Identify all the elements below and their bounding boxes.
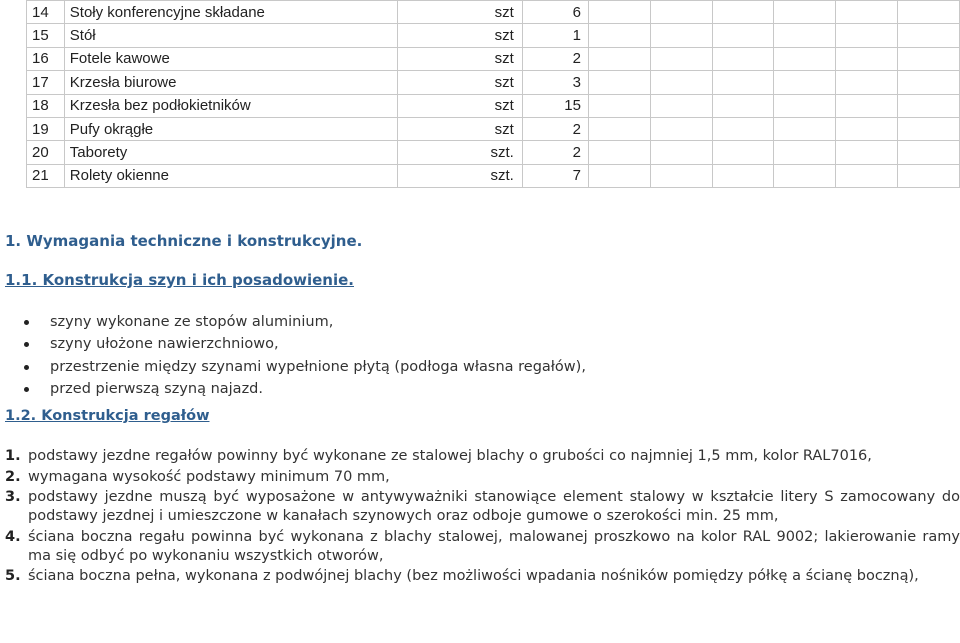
row-number: 17 [27,71,65,94]
item-unit: szt [397,47,522,70]
empty-cell [836,117,898,140]
section-heading-1-2: 1.2. Konstrukcja regałów [5,408,210,424]
row-number: 21 [27,164,65,187]
bullet-icon [24,342,29,347]
table-row [27,71,960,94]
item-quantity: 2 [522,117,588,140]
list-item [5,567,960,586]
item-unit: szt [397,24,522,47]
empty-cell [588,94,650,117]
list-item-text: szyny ułożone nawierzchniowo, [50,336,279,353]
item-quantity: 2 [522,141,588,164]
item-unit: szt [397,1,522,24]
list-item [5,468,960,487]
list-item [24,378,586,400]
item-quantity: 15 [522,94,588,117]
row-number: 18 [27,94,65,117]
empty-cell [836,164,898,187]
row-number: 15 [27,24,65,47]
section-heading-1-1: 1.1. Konstrukcja szyn i ich posadowienie. [5,271,354,289]
empty-cell [774,47,836,70]
list-item-text: przestrzenie między szynami wypełnione płytą (podłoga własna regałów), [50,358,586,375]
item-unit: szt. [397,164,522,187]
row-number: 14 [27,1,65,24]
item-name: Krzesła bez podłokietników [64,94,397,117]
bullet-icon [24,365,29,370]
row-number: 20 [27,141,65,164]
empty-cell [650,164,712,187]
item-quantity: 6 [522,1,588,24]
list-item [24,356,586,378]
table-row [27,24,960,47]
empty-cell [774,141,836,164]
empty-cell [650,1,712,24]
item-unit: szt. [397,141,522,164]
item-quantity: 7 [522,164,588,187]
item-text: wymagana wysokość podstawy minimum 70 mm, [28,468,390,485]
list-item [5,488,960,526]
list-item-text: szyny wykonane ze stopów aluminium, [50,314,334,330]
item-text: ściana boczna regału powinna być wykonana z blachy stalowej, malowanej proszkowo na kolor RAL 9002; lakierowanie ramy ma się odbyć po wykonaniu wszystkich otworów, [28,528,960,564]
empty-cell [588,71,650,94]
empty-cell [898,47,960,70]
empty-cell [650,24,712,47]
item-number: 5. [5,568,21,584]
empty-cell [650,141,712,164]
list-item [24,311,586,333]
empty-cell [588,24,650,47]
empty-cell [712,47,774,70]
empty-cell [898,71,960,94]
empty-cell [712,94,774,117]
item-unit: szt [397,117,522,140]
item-unit: szt [397,94,522,117]
item-name: Taborety [64,141,397,164]
bullet-icon [24,320,29,325]
item-text: podstawy jezdne regałów powinny być wykonane ze stalowej blachy o grubości co najmniej 1,5 mm, kolor RAL7016, [28,448,872,464]
empty-cell [712,24,774,47]
item-name: Fotele kawowe [64,47,397,70]
empty-cell [588,117,650,140]
item-quantity: 3 [522,71,588,94]
table-row [27,47,960,70]
list-item [5,447,960,466]
item-name: Rolety okienne [64,164,397,187]
item-name: Pufy okrągłe [64,117,397,140]
empty-cell [898,164,960,187]
empty-cell [712,164,774,187]
table-row [27,164,960,187]
item-unit: szt [397,71,522,94]
empty-cell [650,71,712,94]
table-row [27,1,960,24]
rail-bullet-list [24,311,586,400]
empty-cell [774,24,836,47]
item-name: Stoły konferencyjne składane [64,1,397,24]
item-quantity: 2 [522,47,588,70]
row-number: 19 [27,117,65,140]
row-number: 16 [27,47,65,70]
empty-cell [774,164,836,187]
empty-cell [898,1,960,24]
item-text: ściana boczna pełna, wykonana z podwójnej blachy (bez możliwości wpadania nośników pomiędzy półkę a ścianę boczną), [28,568,919,584]
empty-cell [588,1,650,24]
table-row [27,141,960,164]
item-quantity: 1 [522,24,588,47]
empty-cell [588,47,650,70]
item-name: Stół [64,24,397,47]
bullet-icon [24,387,29,392]
empty-cell [774,1,836,24]
empty-cell [774,117,836,140]
list-item-text: przed pierwszą szyną najazd. [50,380,263,397]
list-item [5,528,960,566]
item-number: 1. [5,448,21,464]
empty-cell [836,94,898,117]
empty-cell [836,1,898,24]
empty-cell [836,24,898,47]
item-number: 4. [5,528,21,545]
rack-requirements-list [5,447,960,588]
empty-cell [774,94,836,117]
empty-cell [650,94,712,117]
furniture-table [26,0,960,188]
empty-cell [774,71,836,94]
empty-cell [836,71,898,94]
empty-cell [898,141,960,164]
item-text: podstawy jezdne muszą być wyposażone w antywyważniki stanowiące element stalowy w kształcie litery S zamocowany do podstawy jezdnej i umieszczone w kanałach szynowych oraz odboje gumowe o szerokości min. 25 mm, [28,489,960,524]
empty-cell [898,24,960,47]
table-row [27,94,960,117]
empty-cell [650,47,712,70]
section-heading-1: 1. Wymagania techniczne i konstrukcyjne. [5,232,363,250]
empty-cell [588,141,650,164]
item-number: 2. [5,468,21,485]
table-row [27,117,960,140]
empty-cell [836,47,898,70]
empty-cell [836,141,898,164]
list-item [24,333,586,355]
empty-cell [898,117,960,140]
item-name: Krzesła biurowe [64,71,397,94]
empty-cell [650,117,712,140]
empty-cell [712,71,774,94]
empty-cell [898,94,960,117]
empty-cell [712,117,774,140]
item-number: 3. [5,489,21,505]
empty-cell [712,141,774,164]
empty-cell [588,164,650,187]
empty-cell [712,1,774,24]
